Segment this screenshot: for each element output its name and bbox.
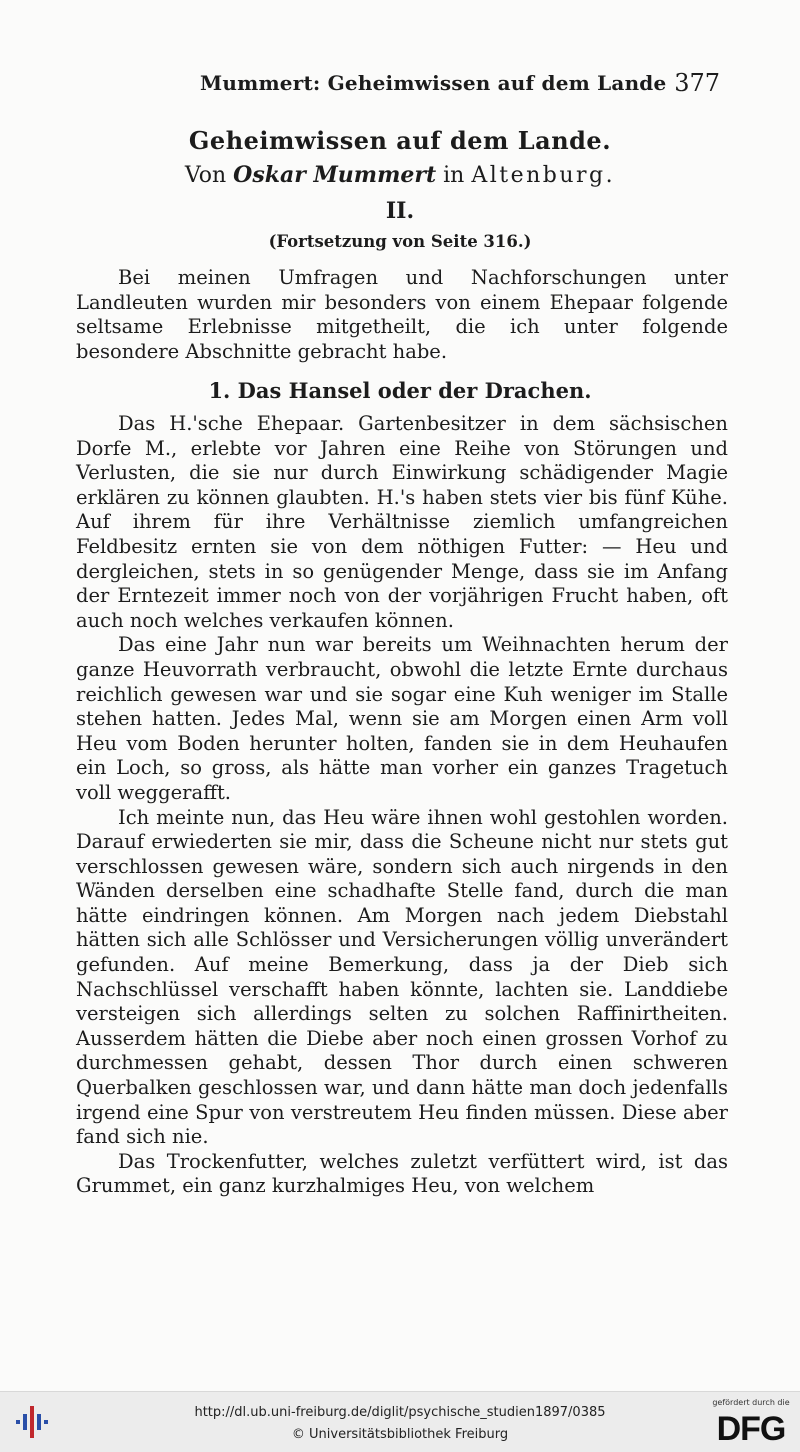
paragraph: Das Trockenfutter, welches zuletzt verfüttert wird, ist das Grummet, ein ganz kurzhalmiges Heu, von welchem [76, 1149, 728, 1198]
body-text [76, 412, 728, 1199]
author-name: Oskar Mummert [233, 162, 437, 188]
continuation-note: (Fortsetzung von Seite 316.) [268, 232, 532, 251]
byline-mid: in [443, 163, 465, 188]
part-number: II. [385, 198, 415, 224]
dfg-logo [710, 1398, 792, 1448]
byline-prefix: Von [184, 163, 227, 188]
permalink[interactable]: http://dl.ub.uni-freiburg.de/diglit/psychische_studien1897/0385 [194, 1405, 606, 1420]
byline [0, 162, 800, 188]
article-title: Geheimwissen auf dem Lande. [188, 126, 612, 155]
author-place: Altenburg. [471, 163, 616, 188]
dfg-logo-text: DFG [716, 1410, 786, 1448]
sponsor-caption: gefördert durch die [712, 1398, 790, 1407]
section-heading: 1. Das Hansel oder der Drachen. [208, 378, 592, 403]
paragraph: Das H.'sche Ehepaar. Gartenbesitzer in dem sächsischen Dorfe M., erlebte vor Jahren eine Reihe von Störungen und Verlusten, die sie nur durch Einwirkung schädigender Magie erklären zu können glaubten. H.'s haben stets vier bis fünf Kühe. Auf ihrem für ihre Verhältnisse ziemlich umfangreichen Feldbesitz ernten sie von dem nöthigen Futter: — Heu und dergleichen, stets in so genügender Menge, dass sie im Anfang der Erntezeit immer noch von der vorjährigen Frucht haben, oft auch noch welches verkaufen können. [76, 412, 728, 632]
paragraph: Ich meinte nun, das Heu wäre ihnen wohl gestohlen worden. Darauf erwiederten sie mir, dass die Scheune nicht nur stets gut verschlossen gewesen wäre, sondern sich auch nirgends in den Wänden derselben eine schadhafte Stelle fand, durch die man hätte eindringen können. Am Morgen nach jedem Diebstahl hätten sich alle Schlösser und Versicherungen völlig unverändert gefunden. Auf meine Bemerkung, dass ja der Dieb sich Nachschlüssel verschafft haben könnte, lachten sie. Landdiebe versteigen sich allerdings selten zu solchen Raffinirtheiten. Ausserdem hätten die Diebe aber noch einen grossen Vorhof zu durchmessen gehabt, dessen Thor durch einen schweren Querbalken geschlossen war, und dann hätte man doch jedenfalls irgend eine Spur von verstreutem Heu finden müssen. Diese aber fand sich nie. [76, 805, 728, 1149]
running-header [200, 66, 720, 100]
running-title: Mummert: Geheimwissen auf dem Lande [200, 71, 667, 95]
copyright-notice: © Universitätsbibliothek Freiburg [291, 1427, 509, 1442]
intro-block [76, 266, 728, 364]
page-number: 377 [674, 69, 720, 97]
intro-paragraph: Bei meinen Umfragen und Nachforschungen unter Landleuten wurden mir besonders von einem Ehepaar folgende seltsame Erlebnisse mitgetheilt, die ich unter folgende besondere Abschnitte gebracht habe. [76, 266, 728, 363]
paragraph: Das eine Jahr nun war bereits um Weihnachten herum der ganze Heuvorrath verbraucht, obwohl die letzte Ernte durchaus reichlich gewesen war und sie sogar eine Kuh weniger im Stalle stehen hatten. Jedes Mal, wenn sie am Morgen einen Arm voll Heu vom Boden herunter holten, fanden sie in dem Heuhaufen ein Loch, so gross, als hätte man vorher ein ganzes Tragetuch voll weggerafft. [76, 633, 728, 804]
viewer-footer [0, 1391, 800, 1452]
